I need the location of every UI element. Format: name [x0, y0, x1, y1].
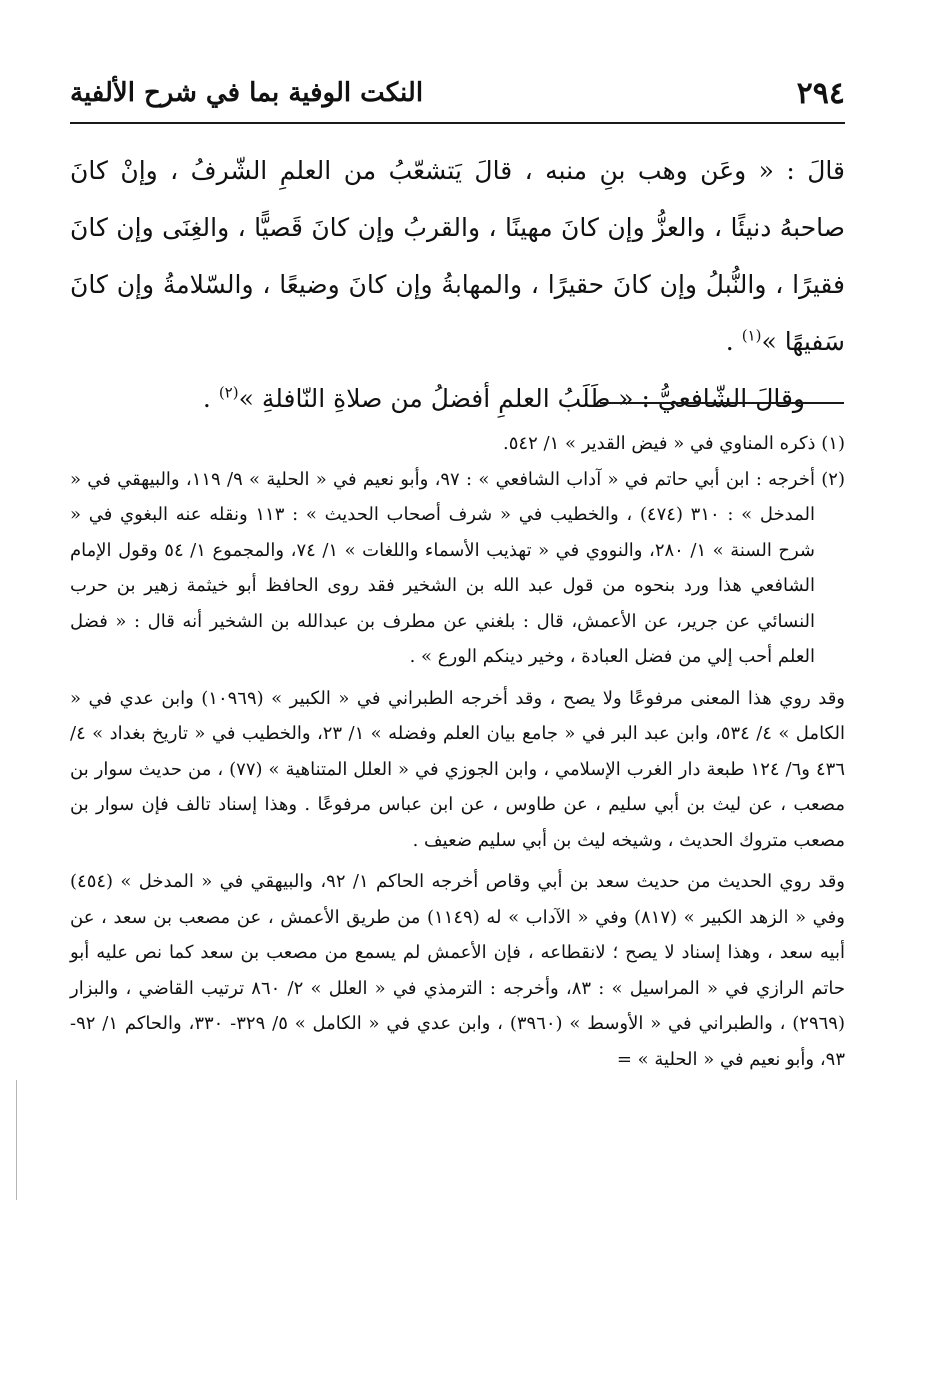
footnotes: [70, 426, 845, 1077]
main-paragraph: [70, 142, 845, 370]
running-title: النكت الوفية بما في شرح الألفية: [70, 78, 424, 108]
paragraph-end: .: [202, 384, 219, 413]
main-text: [70, 142, 845, 427]
page-header: [70, 66, 845, 124]
main-paragraph-text: وقالَ الشّافعيُّ : « طَلَبُ العلمِ أفضلُ من صلاةِ النّافلةِ »: [238, 384, 805, 413]
footnote-ref: (٢): [218, 383, 239, 402]
footnote-1: (١) ذكره المناوي في « فيض القدير » ١/ ٥٤٢.: [503, 433, 845, 454]
footnote-2: (٢) أخرجه : ابن أبي حاتم في « آداب الشافعي » : ٩٧، وأبو نعيم في « الحلية » ٩/ ١١٩، والبيهقي في « المدخل » : ٣١٠ (٤٧٤) ، والخطيب في « شرف أصحاب الحديث » : ١١٣ ونقله عنه البغوي في « شرح السنة » ١/ ٢٨٠، والنووي في « تهذيب الأسماء واللغات » ١/ ٧٤، والمجموع ١/ ٥٤ وقول الإمام الشافعي هذا ورد بنحوه من قول عبد الله بن الشخير فقد روى الحافظ أبو خيثمة زهير بن حرب النسائي عن جرير، عن الأعمش، قال : بلغني عن مطرف بن عبدالله بن الشخير أنه قال : « فضل العلم أحب إلي من فضل العبادة ، وخير دينكم الورع » .: [70, 468, 845, 667]
footnote-ref: (١): [741, 326, 762, 345]
footnote-2-continuation: وقد روي الحديث من حديث سعد بن أبي وقاص أخرجه الحاكم ١/ ٩٢، والبيهقي في « المدخل » (٤٥٤) وفي « الزهد الكبير » (٨١٧) وفي « الآداب » له (١١٤٩) من طريق الأعمش ، عن مصعب بن سعد ، عن أبيه سعد ، وهذا إسناد لا يصح ؛ لانقطاعه ، فإن الأعمش لم يسمع من مصعب بن سعد كما نص عليه أبو حاتم الرازي في « المراسيل » : ٨٣، وأخرجه : الترمذي في « العلل » ٢/ ٨٦٠ ترتيب القاضي ، والبزار (٢٩٦٩) ، والطبراني في « الأوسط » (٣٩٦٠) ، وابن عدي في « الكامل » ٥/ ٣٢٩- ٣٣٠، والحاكم ١/ ٩٢- ٩٣، وأبو نعيم في « الحلية » =: [70, 871, 845, 1070]
footnote-2-continuation: وقد روي هذا المعنى مرفوعًا ولا يصح ، وقد أخرجه الطبراني في « الكبير » (١٠٩٦٩) وابن عدي في « الكامل » ٤/ ٥٣٤، وابن عبد البر في « جامع بيان العلم وفضله » ١/ ٢٣، والخطيب في « تاريخ بغداد » ٤/ ٤٣٦ و٦/ ١٢٤ طبعة دار الغرب الإسلامي ، وابن الجوزي في « العلل المتناهية » (٧٧) ، من حديث سوار بن مصعب ، عن ليث بن أبي سليم ، عن طاوس ، عن ابن عباس مرفوعًا . وهذا إسناد تالف فإن سوار بن مصعب متروك الحديث ، وشيخه ليث بن أبي سليم ضعيف .: [70, 687, 845, 851]
paragraph-end: .: [725, 327, 742, 356]
main-paragraph-text: قالَ : « وعَن وهب بنِ منبه ، قالَ يَتشعّبُ من العلمِ الشّرفُ ، وإنْ كانَ صاحبهُ دنيئًا ، والعزُّ وإن كانَ مهينًا ، والقربُ وإن كانَ قَصيًّا ، والغِنَى وإن كانَ فقيرًا ، والنُّبلُ وإن كانَ حقيرًا ، والمهابةُ وإن كانَ وضيعًا ، والسّلامةُ وإن كانَ سَفيهًا »: [70, 156, 845, 356]
main-paragraph: [70, 370, 845, 427]
page-number: ٢٩٤: [796, 76, 845, 111]
footnote-separator: [600, 402, 844, 404]
scan-margin-line: [16, 1080, 17, 1200]
